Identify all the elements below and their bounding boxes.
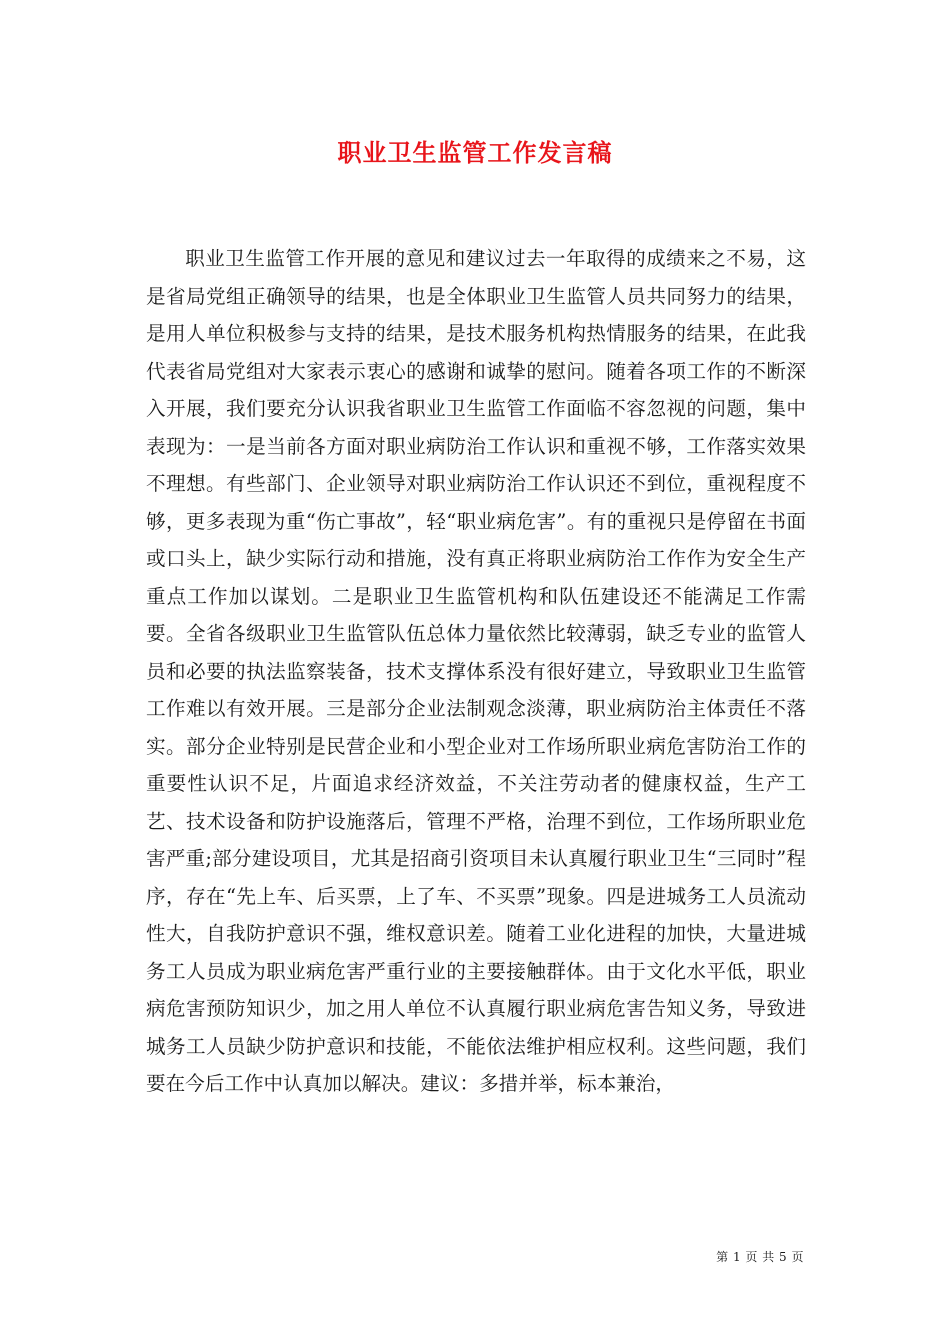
document-body-paragraph: 职业卫生监管工作开展的意见和建议过去一年取得的成绩来之不易，这是省局党组正确领导的结果，也是全体职业卫生监管人员共同努力的结果，是用人单位积极参与支持的结果，是技术服务机构热情服务的结果，在此我代表省局党组对大家表示衷心的感谢和诚挚的慰问。随着各项工作的不断深入开展，我们要充分认识我省职业卫生监管工作面临不容忽视的问题，集中表现为：一是当前各方面对职业病防治工作认识和重视不够，工作落实效果不理想。有些部门、企业领导对职业病防治工作认识还不到位，重视程度不够，更多表现为重“伤亡事故”，轻“职业病危害”。有的重视只是停留在书面或口头上，缺少实际行动和措施，没有真正将职业病防治工作作为安全生产重点工作加以谋划。二是职业卫生监管机构和队伍建设还不能满足工作需要。全省各级职业卫生监管队伍总体力量依然比较薄弱，缺乏专业的监管人员和必要的执法监察装备，技术支撑体系没有很好建立，导致职业卫生监管工作难以有效开展。三是部分企业法制观念淡薄，职业病防治主体责任不落实。部分企业特别是民营企业和小型企业对工作场所职业病危害防治工作的重要性认识不足，片面追求经济效益，不关注劳动者的健康权益，生产工艺、技术设备和防护设施落后，管理不严格，治理不到位，工作场所职业危害严重;部分建设项目，尤其是招商引资项目未认真履行职业卫生“三同时”程序，存在“先上车、后买票，上了车、不买票”现象。四是进城务工人员流动性大，自我防护意识不强，维权意识差。随着工业化进程的加快，大量进城务工人员成为职业病危害严重行业的主要接触群体。由于文化水平低，职业病危害预防知识少，加之用人单位不认真履行职业病危害告知义务，导致进城务工人员缺少防护意识和技能，不能依法维护相应权利。这些问题，我们要在今后工作中认真加以解决。建议：多措并举，标本兼治， bbox=[146, 247, 806, 1095]
document-title: 职业卫生监管工作发言稿 bbox=[337, 138, 613, 167]
page-number-indicator: 第 1 页 共 5 页 bbox=[716, 1250, 804, 1264]
